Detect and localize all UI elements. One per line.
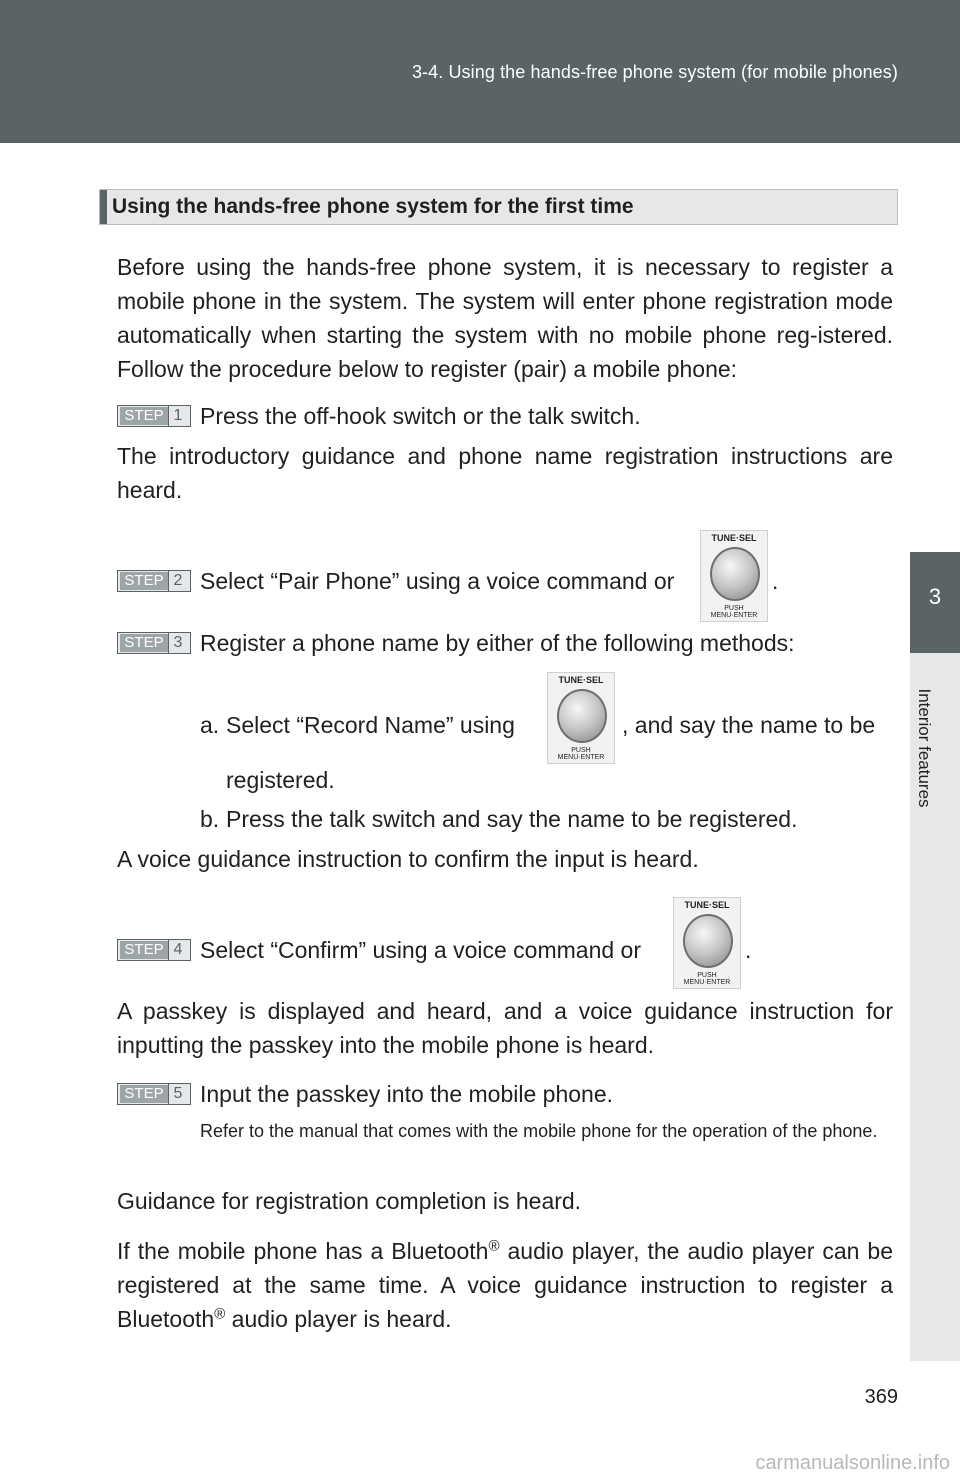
page-header xyxy=(0,0,960,143)
section-heading-text: Using the hands-free phone system for the first time xyxy=(112,195,634,218)
step-number: 5 xyxy=(168,1084,187,1104)
method-b-prefix: b. xyxy=(200,806,220,832)
step-1-result: The introductory guidance and phone name registration instructions are heard. xyxy=(117,443,893,503)
knob-top-label: TUNE·SEL xyxy=(711,533,757,543)
step-word: STEP xyxy=(120,1085,168,1103)
bluetooth-part-1: If the mobile phone has a Bluetooth xyxy=(117,1238,489,1264)
step-3-badge xyxy=(117,632,191,654)
step-3-result: A voice guidance instruction to confirm the input is heard. xyxy=(117,846,699,872)
registered-mark: ® xyxy=(214,1305,226,1323)
tune-sel-knob-icon xyxy=(673,897,741,989)
step-3-text: Register a phone name by either of the following methods: xyxy=(200,630,795,656)
chapter-number: 3 xyxy=(928,584,942,609)
method-b-text: Press the talk switch and say the name to be registered. xyxy=(226,806,798,832)
tune-sel-knob-icon xyxy=(547,672,615,764)
bluetooth-part-2: audio player, the audio player can be registered at the same time. A voice guidance instruction to register a Bluetooth xyxy=(117,1238,893,1332)
step-5-note: Refer to the manual that comes with the mobile phone for the operation of the phone. xyxy=(200,1121,878,1141)
knob-bottom-label: PUSH MENU·ENTER xyxy=(710,605,758,619)
page-number: 369 xyxy=(864,1386,898,1408)
registered-mark: ® xyxy=(488,1237,500,1255)
step-number: 3 xyxy=(168,633,187,653)
completion-text: Guidance for registration completion is heard. xyxy=(117,1188,582,1214)
step-1-badge xyxy=(117,405,191,427)
knob-dial xyxy=(557,689,607,743)
step-1-text: Press the off-hook switch or the talk switch. xyxy=(200,403,641,429)
knob-bottom-label: PUSH MENU·ENTER xyxy=(683,972,731,986)
knob-bottom-label: PUSH MENU·ENTER xyxy=(557,747,605,761)
knob-dial xyxy=(683,914,733,968)
watermark: carmanualsonline.info xyxy=(755,1452,950,1474)
chapter-label: Interior features xyxy=(915,688,934,808)
step-word: STEP xyxy=(120,634,168,652)
method-a-cont: registered. xyxy=(226,767,335,793)
knob-top-label: TUNE·SEL xyxy=(684,900,730,910)
step-5-badge xyxy=(117,1083,191,1105)
step-2-end: . xyxy=(772,568,779,594)
step-4-text: Select “Confirm” using a voice command or xyxy=(200,937,641,963)
step-number: 4 xyxy=(168,940,187,960)
step-5-text: Input the passkey into the mobile phone. xyxy=(200,1081,614,1107)
tune-sel-knob-icon xyxy=(700,530,768,622)
step-4-result: A passkey is displayed and heard, and a voice guidance instruction for inputting the passkey into the mobile phone is heard. xyxy=(117,998,893,1058)
step-word: STEP xyxy=(120,572,168,590)
bluetooth-part-3: audio player is heard. xyxy=(225,1306,452,1332)
header-title: 3-4. Using the hands-free phone system (for mobile phones) xyxy=(411,62,898,82)
method-a-after: , and say the name to be xyxy=(622,712,876,738)
section-heading xyxy=(99,189,898,225)
step-2-badge xyxy=(117,570,191,592)
step-4-end: . xyxy=(745,937,752,963)
step-2-text: Select “Pair Phone” using a voice command or xyxy=(200,568,675,594)
step-word: STEP xyxy=(120,407,168,425)
method-a-prefix: a. xyxy=(200,712,220,738)
intro-paragraph: Before using the hands-free phone system, it is necessary to register a mobile phone in the system. The system will enter phone registration mode automatically when starting the system with no mobile phone reg-istered. Follow the procedure below to register (pair) a mobile phone: xyxy=(117,254,893,382)
knob-top-label: TUNE·SEL xyxy=(558,675,604,685)
step-number: 1 xyxy=(168,406,187,426)
step-4-badge xyxy=(117,939,191,961)
step-word: STEP xyxy=(120,941,168,959)
knob-dial xyxy=(710,547,760,601)
bluetooth-paragraph xyxy=(117,1234,893,1336)
heading-accent-bar xyxy=(100,190,107,224)
method-a-before: Select “Record Name” using xyxy=(226,712,515,738)
step-number: 2 xyxy=(168,571,187,591)
